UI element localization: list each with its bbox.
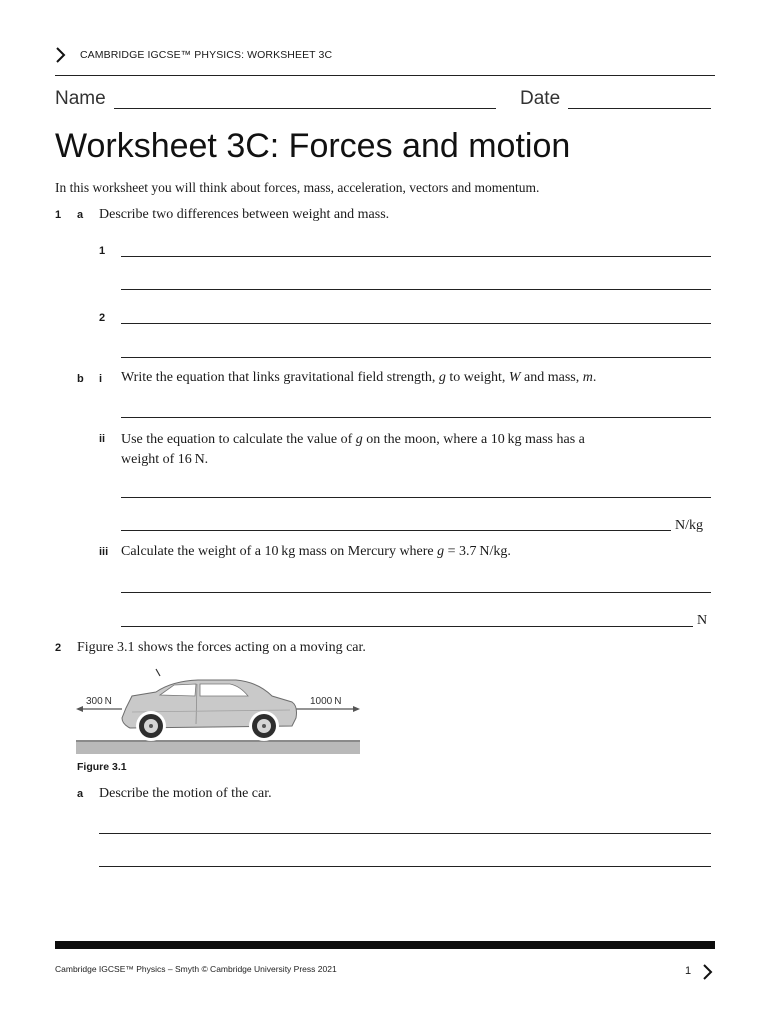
chevron-right-icon xyxy=(55,46,67,64)
question-1b-ii-label: ii xyxy=(99,433,106,445)
question-1a-label: a xyxy=(77,209,84,221)
answer-line[interactable] xyxy=(121,592,711,593)
front-wheel xyxy=(249,711,279,741)
question-2a-label: a xyxy=(77,788,84,800)
right-force-label: 1000 N xyxy=(310,696,342,707)
question-1b-i-label: i xyxy=(99,373,103,385)
left-force-label: 300 N xyxy=(86,696,112,707)
question-1b-iii-label: iii xyxy=(99,546,109,558)
unit-newton: N xyxy=(697,613,708,628)
footer-bar xyxy=(55,941,715,949)
figure-caption: Figure 3.1 xyxy=(77,761,127,773)
answer-line[interactable] xyxy=(121,256,711,257)
question-1b-iii-text: Calculate the weight of a 10 kg mass on Mercury where g = 3.7 N/kg. xyxy=(121,544,511,559)
car-forces-figure xyxy=(76,668,360,754)
series-title: CAMBRIDGE IGCSE™ PHYSICS: WORKSHEET 3C xyxy=(80,49,333,61)
question-1b-ii-text: Use the equation to calculate the value of g on the moon, where a 10 kg mass has a weight of 16 N. xyxy=(121,432,585,467)
question-1-number: 1 xyxy=(55,209,62,221)
answer-line-1-number: 1 xyxy=(99,245,106,257)
answer-line[interactable] xyxy=(121,417,711,418)
intro-text: In this worksheet you will think about forces, mass, acceleration, vectors and momentum. xyxy=(55,180,540,195)
answer-line[interactable] xyxy=(121,289,711,290)
answer-line[interactable] xyxy=(121,626,693,627)
next-page-chevron-icon[interactable] xyxy=(702,963,714,981)
question-1a-text: Describe two differences between weight and mass. xyxy=(99,207,390,222)
question-1b-label: b xyxy=(77,373,84,385)
question-2a-text: Describe the motion of the car. xyxy=(99,786,272,801)
date-field[interactable] xyxy=(568,108,711,109)
date-label: Date xyxy=(520,88,561,109)
header-rule xyxy=(55,75,715,76)
page-title: Worksheet 3C: Forces and motion xyxy=(55,127,571,165)
answer-line-2-number: 2 xyxy=(99,312,106,324)
footer-credit: Cambridge IGCSE™ Physics – Smyth © Cambridge University Press 2021 xyxy=(55,964,337,974)
road-surface xyxy=(76,740,360,754)
question-1b-i-text: Write the equation that links gravitational field strength, g to weight, W and mass, m. xyxy=(121,370,597,385)
rear-wheel xyxy=(136,711,166,741)
page-number: 1 xyxy=(685,965,692,977)
car-illustration xyxy=(122,669,297,741)
answer-line[interactable] xyxy=(121,530,671,531)
answer-line[interactable] xyxy=(121,323,711,324)
name-label: Name xyxy=(55,88,106,109)
answer-line[interactable] xyxy=(99,866,711,867)
question-2-number: 2 xyxy=(55,642,62,654)
answer-line[interactable] xyxy=(121,497,711,498)
question-2-text: Figure 3.1 shows the forces acting on a moving car. xyxy=(77,640,366,655)
name-field[interactable] xyxy=(114,108,496,109)
unit-n-per-kg: N/kg xyxy=(675,518,703,533)
answer-line[interactable] xyxy=(99,833,711,834)
answer-line[interactable] xyxy=(121,357,711,358)
